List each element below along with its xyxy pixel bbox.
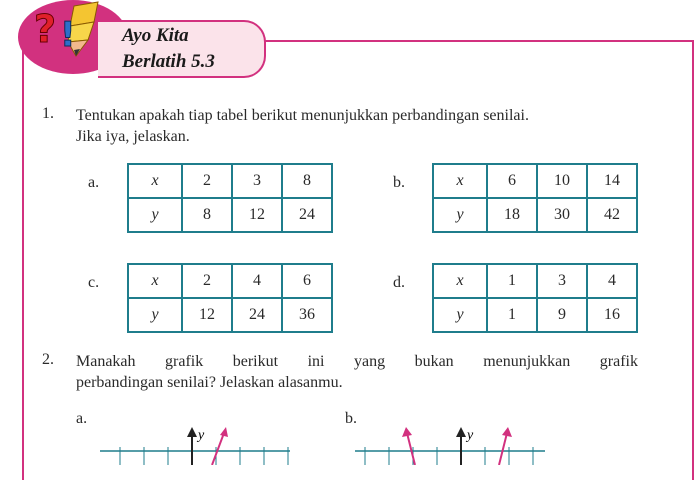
- question2-text-line1: Manakah grafik berikut ini yang bukan menunjukkan grafik: [76, 353, 638, 370]
- table-d: [432, 263, 638, 333]
- graph-a-line: [212, 433, 224, 465]
- table-row: [433, 198, 637, 232]
- table-cell: 24: [232, 298, 282, 332]
- table-cell: 36: [282, 298, 332, 332]
- graph-b-y-arrow: [456, 427, 466, 437]
- table-c: [127, 263, 333, 333]
- graph-a-ticks: [120, 447, 288, 465]
- table-cell: y: [128, 198, 182, 232]
- table-b: [432, 163, 638, 233]
- table-b-label: b.: [393, 174, 405, 191]
- graph-b-label: b.: [345, 410, 357, 427]
- graph-a-label: a.: [76, 410, 88, 427]
- table-cell: 14: [587, 164, 637, 198]
- table-cell: 6: [282, 264, 332, 298]
- table-row: [433, 298, 637, 332]
- table-cell: 16: [587, 298, 637, 332]
- table-cell: 3: [537, 264, 587, 298]
- question1-text-line2: Jika iya, jelaskan.: [76, 128, 190, 145]
- table-cell: 1: [487, 264, 537, 298]
- table-cell: 4: [587, 264, 637, 298]
- table-cell: x: [433, 264, 487, 298]
- table-cell: 3: [232, 164, 282, 198]
- table-cell: x: [433, 164, 487, 198]
- table-row: [128, 164, 332, 198]
- banner-title-line2: Berlatih 5.3: [122, 51, 215, 72]
- question1-text-line1: Tentukan apakah tiap tabel berikut menunjukkan perbandingan senilai.: [76, 107, 529, 124]
- table-cell: 8: [282, 164, 332, 198]
- table-cell: 42: [587, 198, 637, 232]
- graph-b-line-left: [407, 433, 415, 465]
- graph-b-line-left-arrow: [402, 427, 412, 437]
- table-cell: x: [128, 264, 182, 298]
- table-cell: 18: [487, 198, 537, 232]
- table-cell: y: [433, 298, 487, 332]
- table-cell: 12: [182, 298, 232, 332]
- question2-number: 2.: [42, 351, 54, 368]
- question2-text: [76, 351, 638, 393]
- graph-b-ticks: [365, 447, 533, 465]
- table-a-label: a.: [88, 174, 100, 191]
- graph-b: [355, 425, 555, 465]
- table-cell: y: [128, 298, 182, 332]
- table-row: [433, 164, 637, 198]
- table-cell: 2: [182, 164, 232, 198]
- table-cell: 9: [537, 298, 587, 332]
- table-cell: 12: [232, 198, 282, 232]
- graph-b-axis-label: y: [467, 428, 474, 443]
- question2-text-line2: perbandingan senilai? Jelaskan alasanmu.: [76, 374, 343, 391]
- graph-a-y-arrow: [187, 427, 197, 437]
- graph-a-axis-label: y: [198, 428, 205, 443]
- table-cell: 24: [282, 198, 332, 232]
- table-cell: y: [433, 198, 487, 232]
- table-row: [128, 198, 332, 232]
- svg-text:?: ?: [34, 7, 57, 51]
- graph-b-line-right: [499, 433, 507, 465]
- table-cell: 10: [537, 164, 587, 198]
- table-a: [127, 163, 333, 233]
- table-d-label: d.: [393, 274, 405, 291]
- banner-title-line1: Ayo Kita: [122, 25, 189, 46]
- svg-text:!: !: [60, 15, 76, 55]
- table-cell: 30: [537, 198, 587, 232]
- table-row: [128, 264, 332, 298]
- table-cell: x: [128, 164, 182, 198]
- table-cell: 2: [182, 264, 232, 298]
- question1-number: 1.: [42, 105, 54, 122]
- table-cell: 6: [487, 164, 537, 198]
- table-cell: 8: [182, 198, 232, 232]
- section-banner: [98, 20, 266, 78]
- question1-text: [76, 105, 676, 147]
- graph-b-line-right-arrow: [502, 427, 512, 437]
- graph-a-line-arrow: [220, 427, 228, 437]
- table-row: [128, 298, 332, 332]
- graph-a: [100, 425, 300, 465]
- table-cell: 4: [232, 264, 282, 298]
- table-cell: 1: [487, 298, 537, 332]
- table-c-label: c.: [88, 274, 100, 291]
- table-row: [433, 264, 637, 298]
